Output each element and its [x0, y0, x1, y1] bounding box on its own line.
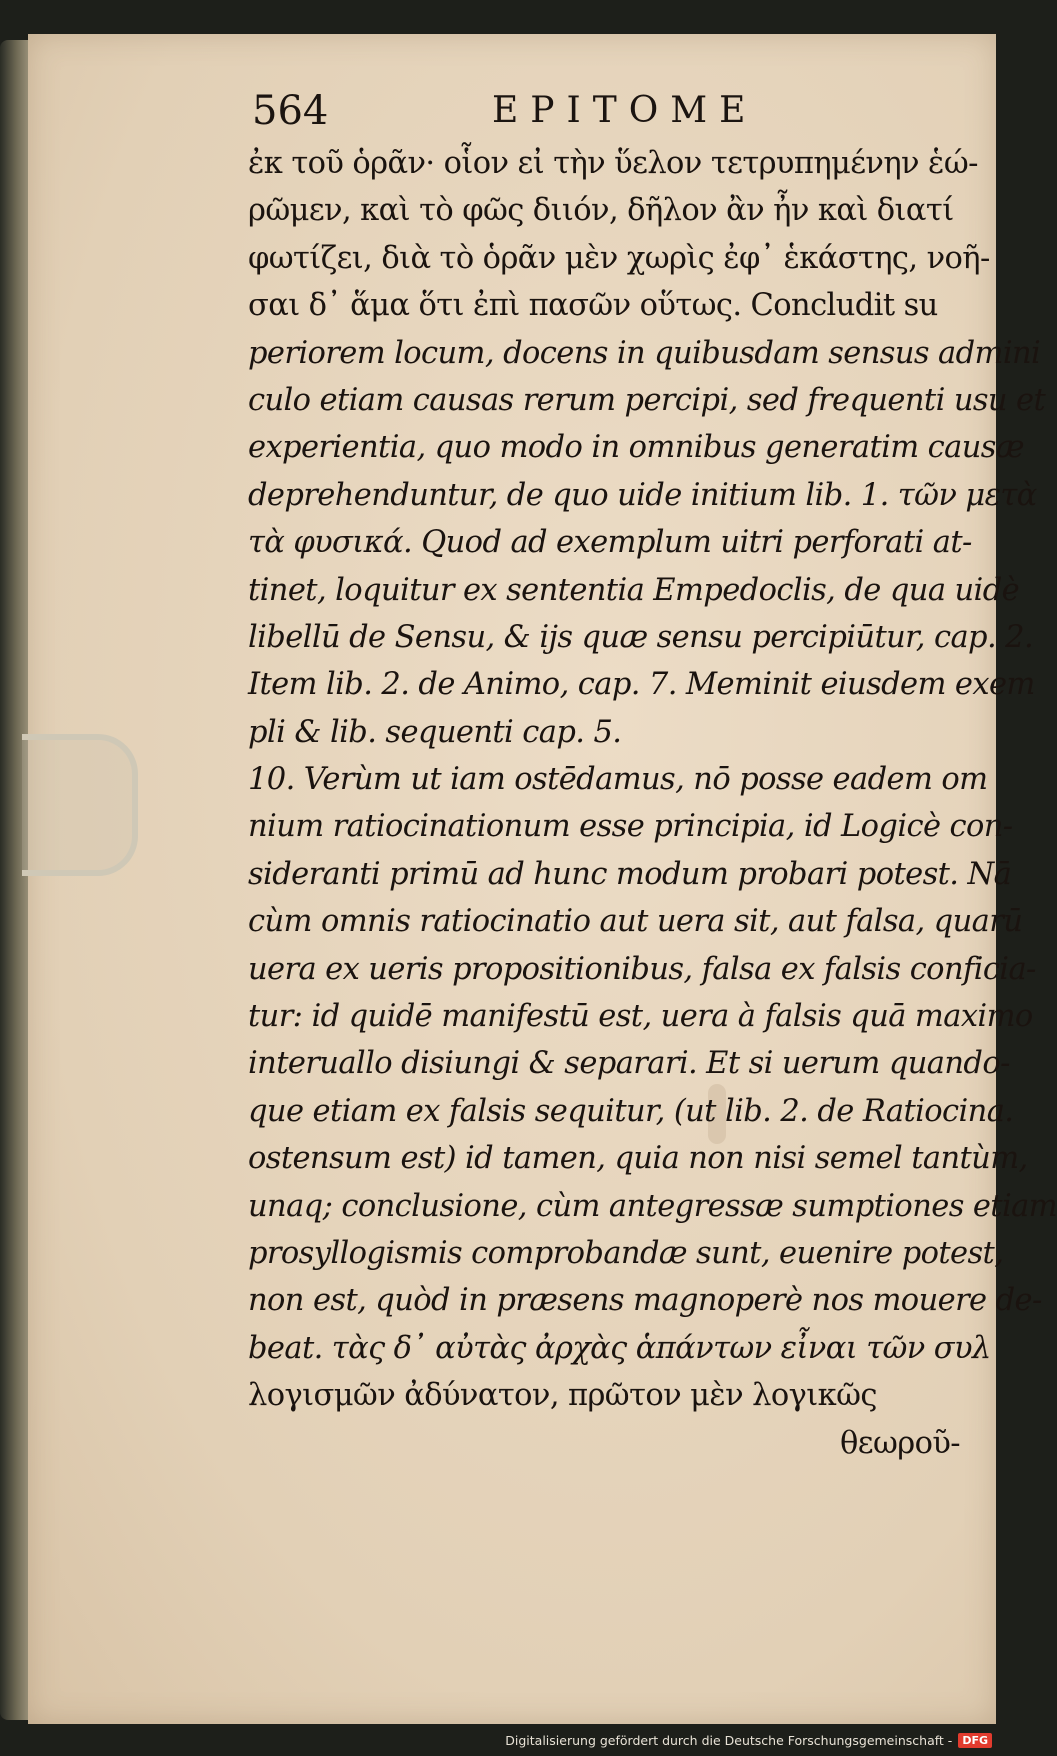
running-title: EPITOME — [492, 90, 758, 131]
footer-credit: Digitalisierung gefördert durch die Deutsche Forschungsgemeinschaft - — [505, 1732, 953, 1748]
text-line: que etiam ex falsis sequitur, (ut lib. 2. de Ratiocina. — [248, 1093, 1014, 1129]
text-line: interuallo disiungi & separari. Et si uerum quando- — [248, 1046, 1010, 1082]
text-line: λογισμῶν ἀδύνατον, πρῶτον μὲν λογικῶς — [248, 1378, 877, 1414]
text-line: culo etiam causas rerum percipi, sed frequenti usu et — [248, 382, 1046, 418]
text-line: pli & lib. sequenti cap. 5. — [248, 714, 622, 750]
text-line: beat. τὰς δ᾽ αὐτὰς ἀρχὰς ἁπάντων εἶναι τῶν συλ — [248, 1330, 991, 1366]
text-line: unaq; conclusione, cùm antegressæ sumptiones etiam — [248, 1188, 1057, 1224]
text-line: Item lib. 2. de Animo, cap. 7. Meminit eiusdem exem — [248, 667, 1035, 703]
text-line: non est, quòd in præsens magnoperè nos mouere de- — [248, 1283, 1042, 1319]
text-line: ἐκ τοῦ ὁρᾶν· οἷον εἰ τὴν ὕελον τετρυπημένην ἑώ- — [248, 146, 978, 181]
text-line: libellū de Sensu, & ijs quæ sensu percipiūtur, cap. 2. — [248, 619, 1034, 655]
body-text — [248, 140, 1057, 1467]
text-line: deprehenduntur, de quo uide initium lib. 1. τῶν μετὰ — [248, 477, 1037, 513]
page-number: 564 — [252, 88, 329, 134]
text-line: periorem locum, docens in quibusdam sensus admini — [248, 335, 1041, 371]
text-line: nium ratiocinationum esse principia, id Logicè con- — [248, 809, 1013, 845]
text-line: ostensum est) id tamen, quia non nisi semel tantùm, — [248, 1141, 1028, 1177]
text-line: uera ex ueris propositionibus, falsa ex falsis conficia- — [248, 951, 1036, 987]
text-line: sideranti primū ad hunc modum probari potest. Nā — [248, 856, 1012, 892]
text-line: ρῶμεν, καὶ τὸ φῶς διιόν, δῆλον ἂν ἦν καὶ διατί — [248, 193, 954, 229]
digitization-footer — [505, 1728, 992, 1752]
page-header — [252, 84, 942, 144]
text-line: φωτίζει, διὰ τὸ ὁρᾶν μὲν χωρὶς ἐφ᾽ ἑκάστης, νοῆ- — [248, 240, 990, 276]
text-line: prosyllogismis comprobandæ sunt, euenire potest, — [248, 1235, 1004, 1271]
text-line: tinet, loquitur ex sententia Empedoclis, de qua uidè — [248, 572, 1020, 608]
dfg-logo: DFG — [958, 1733, 992, 1748]
text-line: tur: id quidē manifestū est, uera à falsis quā maximo — [248, 999, 1033, 1035]
clasp-strap — [22, 734, 138, 876]
text-line: σαι δ᾽ ἅμα ὅτι ἐπὶ πασῶν οὕτως. Concludit su — [248, 288, 938, 324]
text-line: θεωροῦ- — [840, 1425, 960, 1461]
text-line: 10. Verùm ut iam ostēdamus, nō posse eadem om — [248, 762, 988, 798]
text-line: τὰ φυσικά. Quod ad exemplum uitri perforati at- — [248, 525, 972, 561]
text-line: cùm omnis ratiocinatio aut uera sit, aut falsa, quarū — [248, 904, 1023, 940]
text-line: experientia, quo modo in omnibus generatim causæ — [248, 430, 1024, 466]
